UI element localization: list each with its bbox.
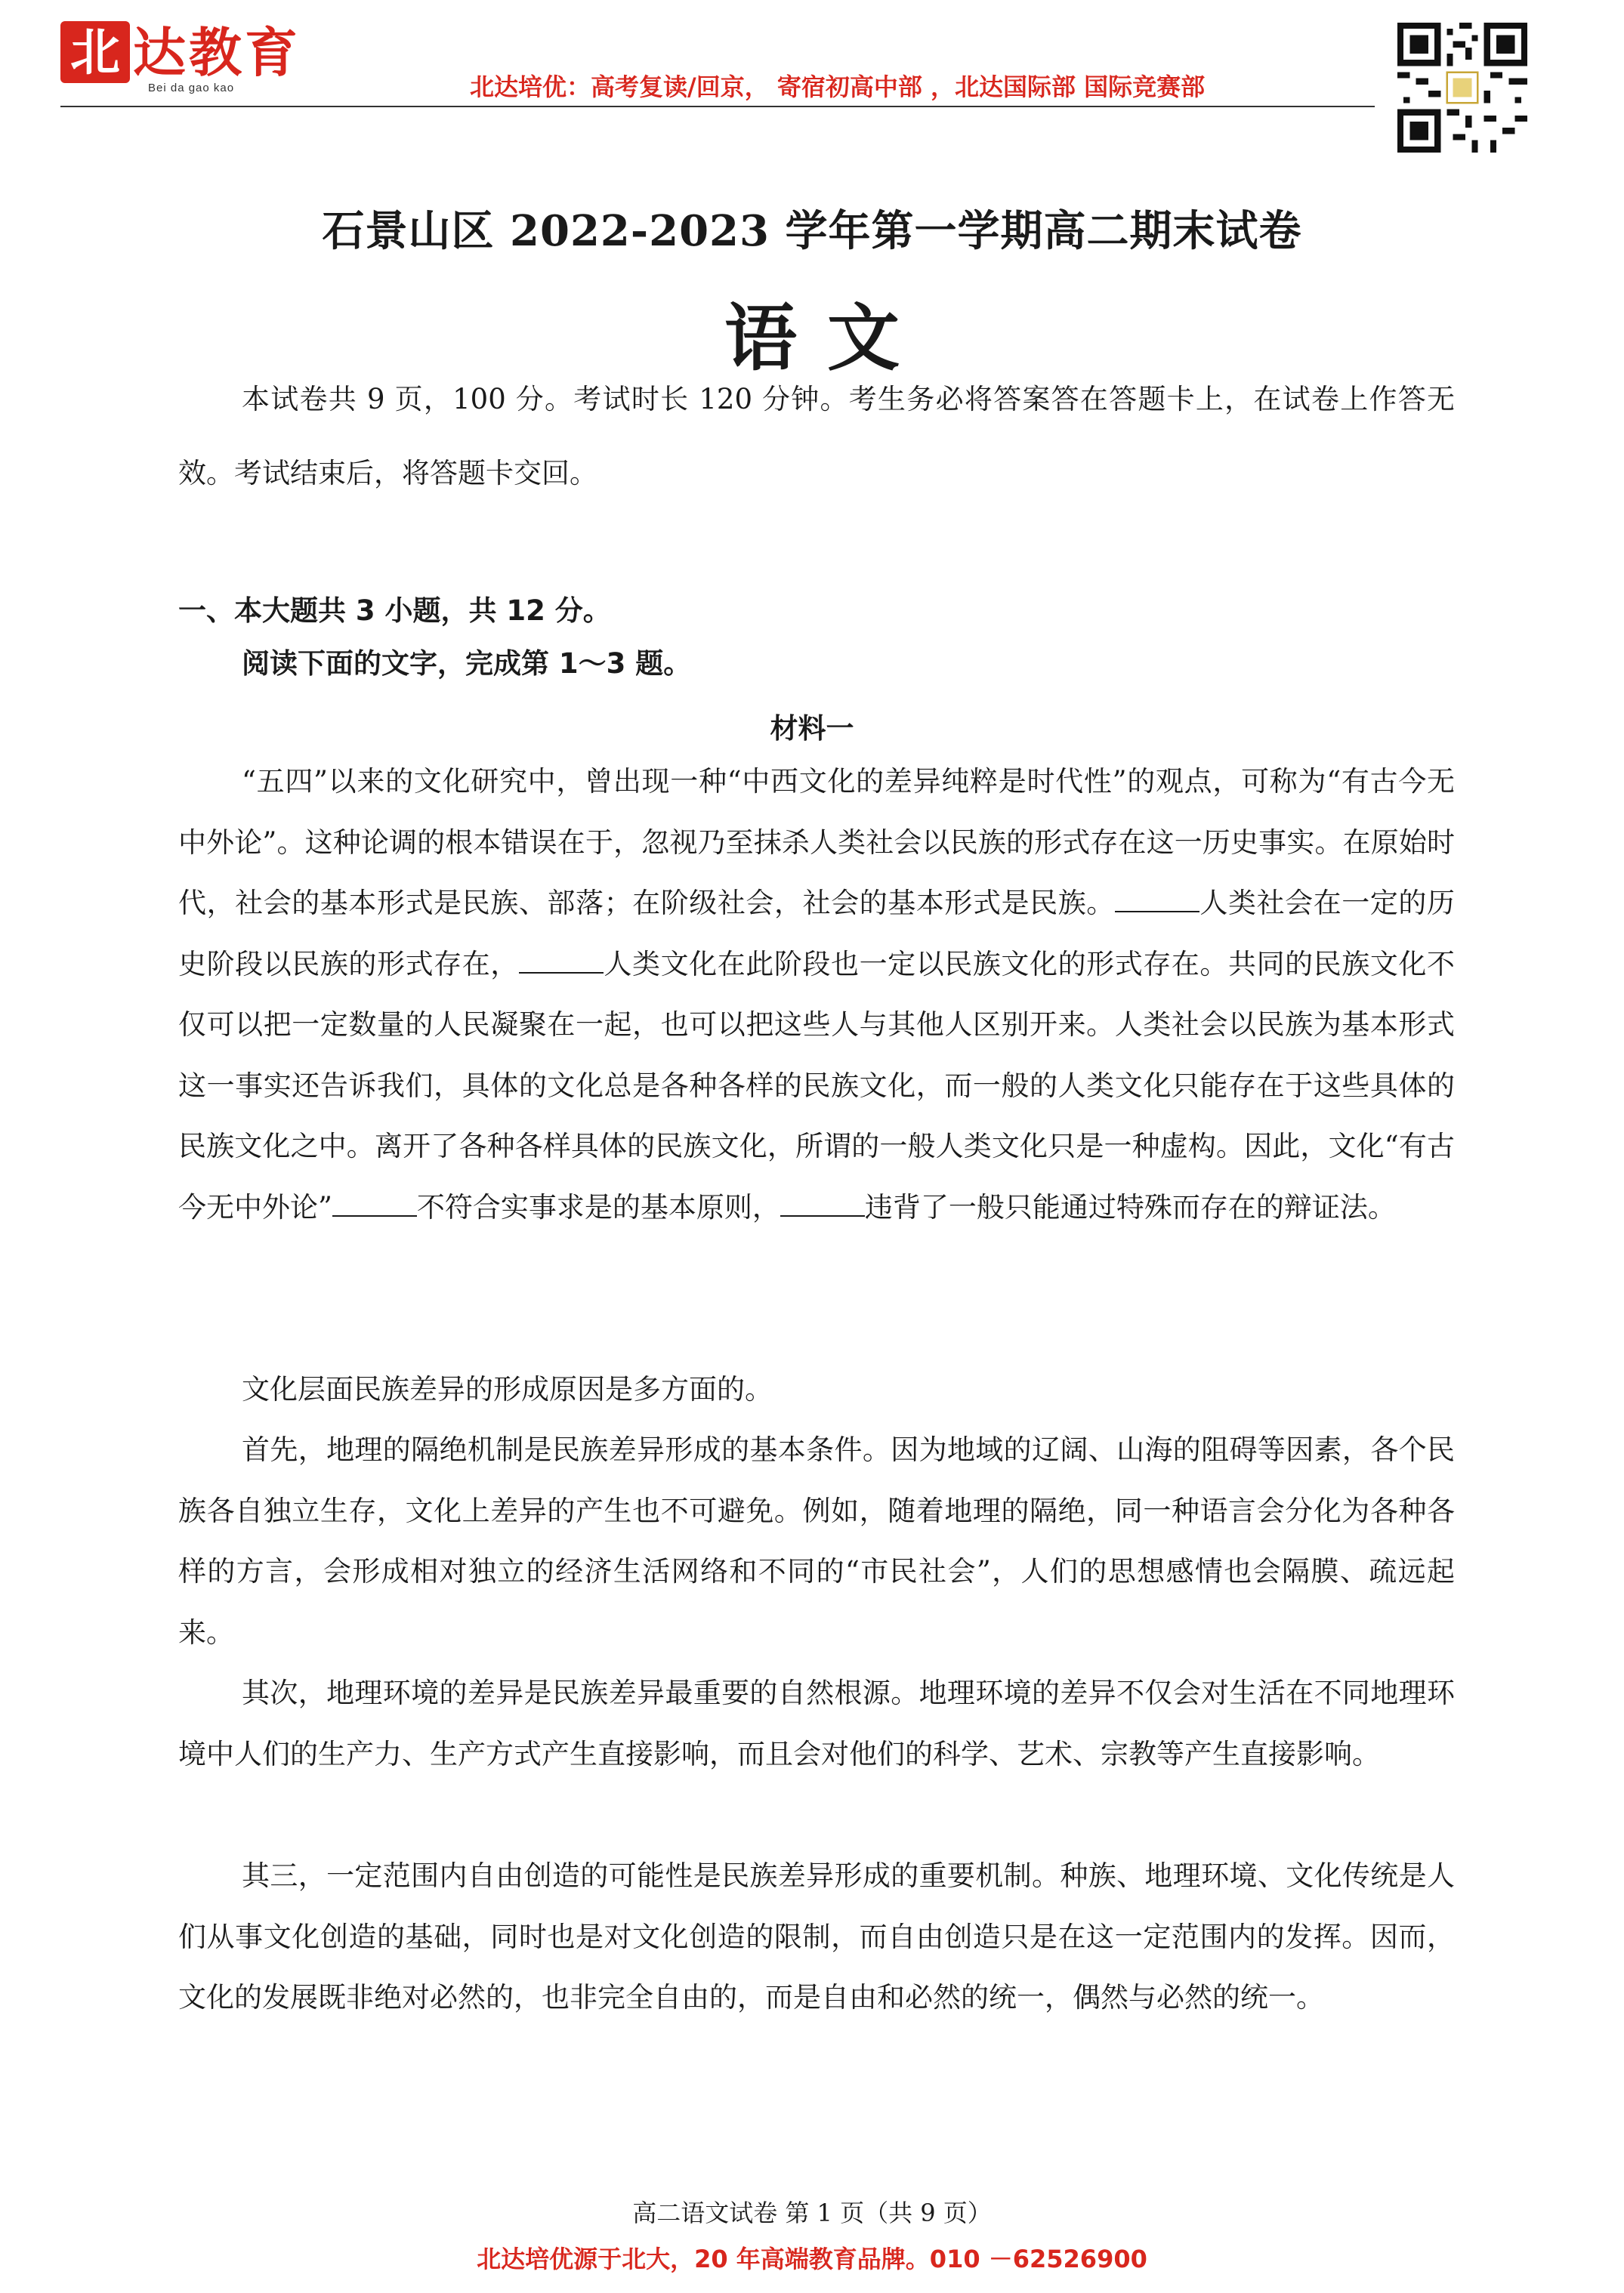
header-divider	[60, 106, 1375, 107]
footer-slogan: 北达培优源于北大，20 年高端教育品牌。010 －62526900	[477, 2245, 1147, 2273]
passage-paragraph: 其三，一定范围内自由创造的可能性是民族差异形成的重要机制。种族、地理环境、文化传统是人们从事文化创造的基础，同时也是对文化创造的限制，而自由创造只是在这一定范围内的发挥。因而，文化的发展既非绝对必然的，也非完全自由的，而是自由和必然的统一，偶然与必然的统一。	[178, 1859, 1455, 2014]
exam-notice: 本试卷共 9 页，100 分。考试时长 120 分钟。考生务必将答案答在答题卡上，在试卷上作答无效。考试结束后，将答题卡交回。	[178, 383, 1455, 489]
subject-title: 语文	[724, 295, 930, 381]
passage-text: 人类社会在一定的历史阶段以民族的形式存在，	[178, 887, 1456, 980]
passage-text: 违背了一般只能通过特殊而存在的辩证法。	[864, 1190, 1396, 1224]
fill-blank	[519, 949, 604, 974]
page-footer: 高二语文试卷 第 1 页（共 9 页）	[632, 2199, 992, 2227]
passage-text: “五四”以来的文化研究中，曾出现一种“中西文化的差异纯粹是时代性”的观点，可称为“有古今无中外论”。这种论调的根本错误在于，忽视乃至抹杀人类社会以民族的形式存在这一历史事实。在原始时代，社会的基本形式是民族、部落；在阶级社会，社会的基本形式是民族。	[178, 765, 1455, 919]
passage-text: 人类文化在此阶段也一定以民族文化的形式存在。共同的民族文化不仅可以把一定数量的人民凝聚在一起，也可以把这些人与其他人区别开来。人类社会以民族为基本形式这一事实还告诉我们，具体的文化总是各种各样的民族文化，而一般的人类文化只能存在于这些具体的民族文化之中。离开了各种各样具体的民族文化，所谓的一般人类文化只是一种虚构。因此，文化“有古今无中外论”	[178, 947, 1456, 1224]
material-title: 材料一	[770, 712, 854, 745]
brand-logo-name: 达教育	[133, 21, 301, 84]
passage-text: 不符合实事求是的基本原则，	[416, 1190, 780, 1224]
passage-paragraph: 其次，地理环境的差异是民族差异最重要的自然根源。地理环境的差异不仅会对生活在不同地理环境中人们的生产力、生产方式产生直接影响，而且会对他们的科学、艺术、宗教等产生直接影响。	[178, 1677, 1455, 1770]
qr-code-icon	[1397, 23, 1527, 153]
exam-title: 石景山区 2022-2023 学年第一学期高二期末试卷	[322, 206, 1302, 256]
fill-blank	[332, 1193, 417, 1217]
section-instruction: 阅读下面的文字，完成第 1～3 题。	[242, 647, 692, 680]
passage-paragraph	[178, 751, 1455, 1238]
passage-paragraph: 首先，地理的隔绝机制是民族差异形成的基本条件。因为地域的辽阔、山海的阻碍等因素，各个民族各自独立生存，文化上差异的产生也不可避免。例如，随着地理的隔绝，同一种语言会分化为各种各样的方言，会形成相对独立的经济生活网络和不同的“市民社会”，人们的思想感情也会隔膜、疏远起来。	[178, 1434, 1455, 1649]
fill-blank	[780, 1193, 865, 1217]
brand-logo-mark: 北	[60, 21, 130, 83]
passage-paragraph: 文化层面民族差异的形成原因是多方面的。	[242, 1373, 773, 1406]
section-heading: 一、本大题共 3 小题，共 12 分。	[178, 594, 611, 627]
fill-blank	[1115, 888, 1199, 912]
header-slogan: 北达培优：高考复读/回京， 寄宿初高中部 ，北达国际部 国际竞赛部	[470, 73, 1206, 101]
brand-logo-pinyin: Bei da gao kao	[148, 82, 235, 94]
